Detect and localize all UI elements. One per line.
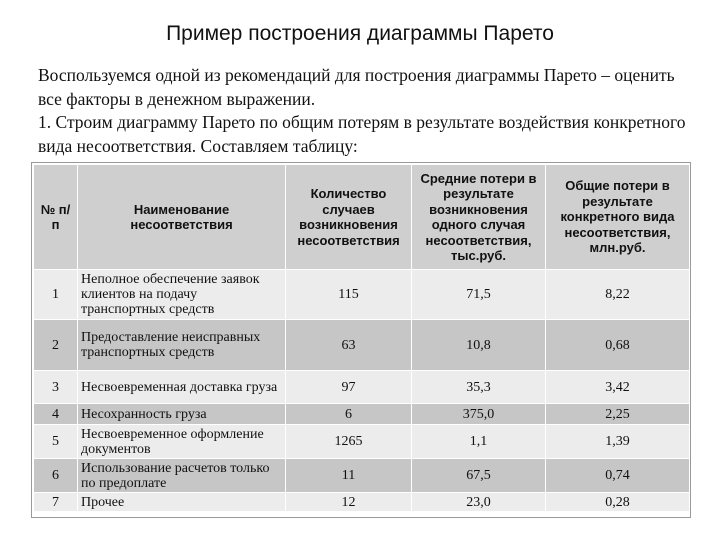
pareto-table-container [31, 162, 691, 518]
cell-count: 97 [286, 371, 412, 404]
table-row [34, 404, 690, 425]
table-header-row [34, 165, 690, 270]
cell-number: 2 [34, 320, 78, 371]
pareto-table [33, 164, 690, 512]
cell-total-loss: 1,39 [546, 425, 690, 459]
table-row [34, 371, 690, 404]
table-row [34, 459, 690, 493]
header-name: Наименование несоответствия [78, 165, 286, 270]
cell-count: 1265 [286, 425, 412, 459]
cell-number: 1 [34, 270, 78, 320]
cell-number: 5 [34, 425, 78, 459]
cell-count: 115 [286, 270, 412, 320]
page-title: Пример построения диаграммы Парето [166, 22, 554, 45]
cell-avg-loss: 35,3 [412, 371, 546, 404]
cell-total-loss: 0,28 [546, 493, 690, 512]
cell-name: Прочее [78, 493, 286, 512]
cell-avg-loss: 67,5 [412, 459, 546, 493]
cell-avg-loss: 375,0 [412, 404, 546, 425]
cell-name: Использование расчетов только по предоплате [78, 459, 286, 493]
cell-name: Несохранность груза [78, 404, 286, 425]
cell-avg-loss: 71,5 [412, 270, 546, 320]
cell-total-loss: 2,25 [546, 404, 690, 425]
cell-number: 6 [34, 459, 78, 493]
cell-count: 11 [286, 459, 412, 493]
header-number: № п/п [34, 165, 78, 270]
cell-count: 63 [286, 320, 412, 371]
cell-name: Несвоевременная доставка груза [78, 371, 286, 404]
cell-name: Предоставление неисправных транспортных средств [78, 320, 286, 371]
header-total-loss: Общие потери в результате конкретного вида несоответствия, млн.руб. [546, 165, 690, 270]
table-row [34, 493, 690, 512]
cell-name: Неполное обеспечение заявок клиентов на подачу транспортных средств [78, 270, 286, 320]
cell-avg-loss: 23,0 [412, 493, 546, 512]
cell-avg-loss: 1,1 [412, 425, 546, 459]
intro-paragraph-1: Воспользуемся одной из рекомендаций для построения диаграммы Парето – оценить все факторы в денежном выражении. [38, 65, 675, 109]
table-row [34, 320, 690, 371]
cell-total-loss: 3,42 [546, 371, 690, 404]
intro-text [38, 64, 688, 158]
cell-count: 12 [286, 493, 412, 512]
cell-total-loss: 0,68 [546, 320, 690, 371]
cell-avg-loss: 10,8 [412, 320, 546, 371]
intro-paragraph-2: 1. Строим диаграмму Парето по общим потерям в результате воздействия конкретного вида несоответствия. Составляем таблицу: [38, 112, 686, 156]
cell-name: Несвоевременное оформление документов [78, 425, 286, 459]
table-row [34, 270, 690, 320]
header-avg-loss: Средние потери в результате возникновения одного случая несоответствия, тыс.руб. [412, 165, 546, 270]
cell-count: 6 [286, 404, 412, 425]
cell-total-loss: 8,22 [546, 270, 690, 320]
cell-number: 7 [34, 493, 78, 512]
cell-number: 4 [34, 404, 78, 425]
cell-total-loss: 0,74 [546, 459, 690, 493]
table-row [34, 425, 690, 459]
cell-number: 3 [34, 371, 78, 404]
header-count: Количество случаев возникновения несоответствия [286, 165, 412, 270]
